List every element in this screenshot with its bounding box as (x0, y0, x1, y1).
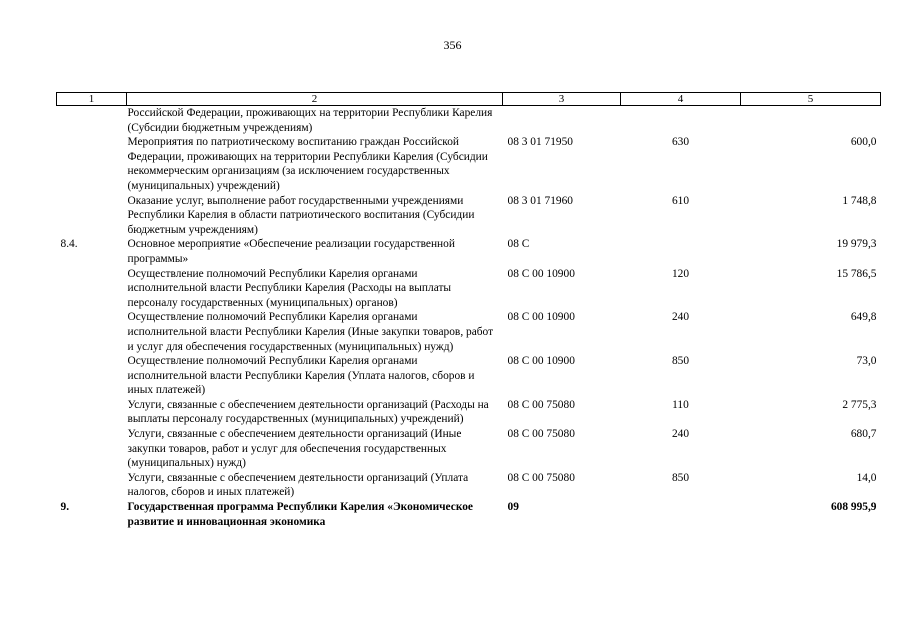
row-sum-cell: 14,0 (856, 471, 877, 484)
row-sum-cell (741, 106, 881, 136)
table-row (57, 310, 881, 354)
table-row (57, 194, 881, 238)
table-row (57, 354, 881, 398)
row-type-cell: 610 (671, 194, 690, 207)
table-header-row (57, 93, 881, 106)
row-code-cell: 09 (507, 501, 519, 514)
row-name-cell: Оказание услуг, выполнение работ государственными учреждениями Республики Карелия в области патриотического воспитания (Субсидии бюджетным учреждениям) (127, 194, 475, 236)
row-name-cell: Осуществление полномочий Республики Карелия органами исполнительной власти Республики Карелия (Уплата налогов, сборов и иных платежей) (127, 355, 475, 397)
column-header-type: 4 (621, 93, 741, 106)
row-code-cell: 08 С 00 75080 (507, 471, 575, 484)
row-type-cell: 120 (671, 267, 690, 280)
row-sum-cell: 19 979,3 (836, 238, 877, 251)
row-number-cell (57, 267, 127, 311)
page-number: 356 (443, 38, 462, 52)
row-number-cell: 8.4. (60, 238, 78, 251)
row-name-cell: Основное мероприятие «Обеспечение реализации государственной программы» (127, 238, 455, 265)
row-number-cell: 9. (60, 501, 70, 514)
row-type-cell (621, 106, 741, 136)
row-number-cell (57, 194, 127, 238)
row-number-cell (57, 471, 127, 500)
row-sum-cell: 2 775,3 (842, 398, 877, 411)
row-code-cell (503, 106, 621, 136)
row-code-cell: 08 С 00 75080 (507, 428, 575, 441)
row-sum-cell: 1 748,8 (842, 194, 877, 207)
column-header-name: 2 (127, 93, 503, 106)
table-row (57, 398, 881, 427)
row-code-cell: 08 С (507, 238, 530, 251)
row-sum-cell: 680,7 (850, 428, 877, 441)
table-row (57, 267, 881, 311)
row-code-cell: 08 3 01 71960 (507, 194, 573, 207)
row-code-cell: 08 С 00 10900 (507, 355, 575, 368)
row-number-cell (57, 398, 127, 427)
budget-table (56, 92, 881, 529)
row-type-cell (621, 500, 741, 529)
row-type-cell (621, 237, 741, 266)
row-name-cell: Услуги, связанные с обеспечением деятельности организаций (Уплата налогов, сборов и иных платежей) (127, 471, 469, 499)
row-name-cell: Российской Федерации, проживающих на территории Республики Карелия (Субсидии бюджетным учреждениям) (127, 107, 493, 134)
row-type-cell: 850 (671, 355, 690, 368)
row-name-cell: Государственная программа Республики Карелия «Экономическое развитие и инновационная экономика (127, 501, 473, 528)
row-number-cell (57, 310, 127, 354)
row-name-cell: Осуществление полномочий Республики Карелия органами исполнительной власти Республики Карелия (Иные закупки товаров, работ и услуг для обеспечения государственных (муниципальных) нужд) (127, 311, 494, 353)
row-code-cell: 08 С 00 10900 (507, 267, 575, 280)
row-sum-cell: 73,0 (856, 355, 877, 368)
table-row (57, 427, 881, 471)
row-number-cell (57, 106, 127, 136)
table-row (57, 135, 881, 193)
row-type-cell: 240 (671, 428, 690, 441)
column-header-number: 1 (57, 93, 127, 106)
row-name-cell: Услуги, связанные с обеспечением деятельности организаций (Расходы на выплаты персоналу государственных (муниципальных) учреждений) (127, 398, 489, 426)
row-type-cell: 850 (671, 471, 690, 484)
row-sum-cell: 600,0 (850, 136, 877, 149)
row-name-cell: Осуществление полномочий Республики Карелия органами исполнительной власти Республики Карелия (Расходы на выплаты персоналу государственных (муниципальных) органов) (127, 267, 452, 309)
row-name-cell: Мероприятия по патриотическому воспитанию граждан Российской Федерации, проживающих на территории Республики Карелия (Субсидии некоммерческим организациям (за исключением государственных (муниципальных) учреждений) (127, 136, 488, 192)
table-row (57, 500, 881, 529)
row-number-cell (57, 427, 127, 471)
table-row (57, 237, 881, 266)
row-name-cell: Услуги, связанные с обеспечением деятельности организаций (Иные закупки товаров, работ и услуг для обеспечения государственных (муниципальных) нужд) (127, 428, 462, 470)
row-sum-cell: 649,8 (850, 311, 877, 324)
row-sum-cell: 15 786,5 (836, 267, 877, 280)
column-header-code: 3 (503, 93, 621, 106)
row-number-cell (57, 135, 127, 193)
table-body (57, 106, 881, 530)
column-header-sum: 5 (741, 93, 881, 106)
table-row (57, 471, 881, 500)
row-code-cell: 08 С 00 75080 (507, 398, 575, 411)
row-type-cell: 240 (671, 311, 690, 324)
row-number-cell (57, 354, 127, 398)
row-type-cell: 110 (672, 398, 689, 411)
row-code-cell: 08 С 00 10900 (507, 311, 575, 324)
row-sum-cell: 608 995,9 (830, 501, 877, 514)
row-code-cell: 08 3 01 71950 (507, 136, 573, 149)
row-type-cell: 630 (671, 136, 690, 149)
table-row (57, 106, 881, 136)
